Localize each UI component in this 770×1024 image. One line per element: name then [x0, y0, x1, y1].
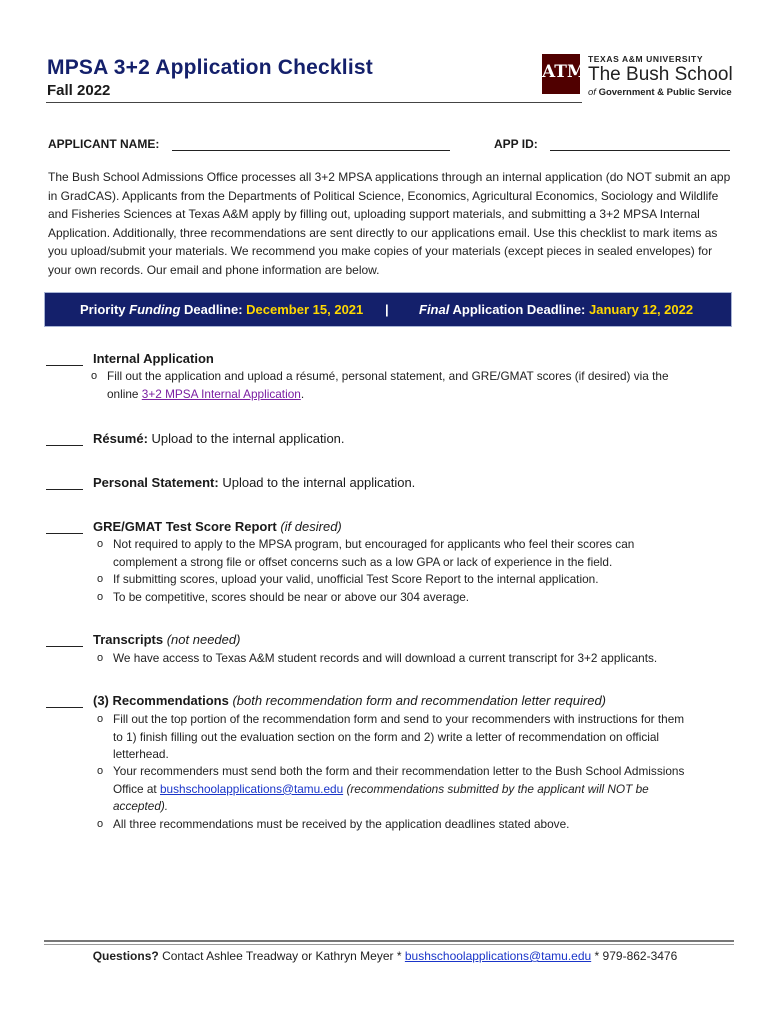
internal-bullet: o Fill out the application and upload a résumé, personal statement, and GRE/GMAT scores (if desired) via the online 3+2 MPSA Internal Application.: [91, 369, 669, 401]
logo-university: TEXAS A&M UNIVERSITY: [588, 54, 704, 64]
list-item: o All three recommendations must be received by the application deadlines stated above.: [97, 817, 570, 831]
final-deadline: Final Application Deadline: January 12, 2022: [419, 302, 694, 317]
check-blank-gre[interactable]: [46, 533, 83, 534]
deadline-separator: |: [385, 302, 389, 317]
footer-email-link[interactable]: bushschoolapplications@tamu.edu: [404, 949, 592, 963]
applicant-name-label: APPLICANT NAME:: [48, 137, 160, 151]
recommendations-email-link[interactable]: bushschoolapplications@tamu.edu: [160, 781, 344, 796]
item-personal-statement: Personal Statement: Upload to the internal application.: [93, 475, 416, 490]
list-item: o Not required to apply to the MPSA program, but encouraged for applicants who feel their scores can complement a strong file or offset concerns such as a low GPA or lack of experience in the field.: [97, 537, 635, 569]
check-blank-transcripts[interactable]: [46, 646, 83, 647]
footer-divider-thin: [44, 944, 734, 945]
bush-school-logo: [540, 54, 733, 100]
list-item: o We have access to Texas A&M student records and will download a current transcript for 3+2 applicants.: [97, 651, 658, 665]
item-gre-gmat: GRE/GMAT Test Score Report (if desired): [93, 519, 342, 534]
title-divider: [46, 102, 582, 103]
deadline-banner: [44, 292, 732, 327]
item-recommendations: (3) Recommendations (both recommendation form and recommendation letter required): [93, 693, 607, 708]
check-blank-statement[interactable]: [46, 489, 83, 490]
page-subtitle: Fall 2022: [47, 82, 111, 99]
priority-deadline: Priority Funding Deadline: December 15, 2021: [80, 302, 364, 317]
logo-school: The Bush School: [588, 64, 733, 85]
intro-paragraph: The Bush School Admissions Office processes all 3+2 MPSA applications through an internal application (do NOT submit an app in GradCAS). Applicants from the Departments of Political Science, Economics, Agricultural Economics, Sociology and Wildlife and Fisheries Sciences at Texas A&M apply by filling out, uploading support materials, and submitting a 3+2 MPSA Internal Application. Additionally, three recommendations are sent directly to our applications email. Use this checklist to mark items as you upload/submit your materials. We recommend you make copies of your materials (except pieces in sealed envelopes) for your own records. Our email and phone information are below.: [48, 170, 731, 277]
item-resume: Résumé: Upload to the internal application.: [93, 431, 345, 446]
app-id-field[interactable]: [550, 150, 730, 151]
footer-phone: 979-862-3476: [602, 949, 678, 963]
item-transcripts: Transcripts (not needed): [93, 632, 241, 647]
footer-divider: [44, 940, 734, 942]
check-blank-recommendations[interactable]: [46, 707, 83, 708]
page-title: MPSA 3+2 Application Checklist: [47, 56, 373, 79]
logo-tagline: of Government & Public Service: [588, 87, 732, 98]
atm-logo-icon: ATM: [542, 54, 580, 94]
check-blank-resume[interactable]: [46, 445, 83, 446]
applicant-name-field[interactable]: [172, 150, 450, 151]
item-internal-application: Internal Application: [93, 351, 214, 366]
list-item: o If submitting scores, upload your valid, unofficial Test Score Report to the internal application.: [97, 572, 599, 586]
app-id-label: APP ID:: [494, 137, 538, 151]
list-item: o To be competitive, scores should be near or above our 304 average.: [97, 590, 470, 604]
internal-application-link[interactable]: 3+2 MPSA Internal Application: [141, 386, 301, 401]
footer-contact: Questions? Contact Ashlee Treadway or Kathryn Meyer * bushschoolapplications@tamu.edu * 979-862-3476: [92, 949, 678, 963]
list-item: o Fill out the top portion of the recommendation form and send to your recommenders with instructions for them to 1) finish filling out the evaluation section on the form and 2) write a letter of recommendation on official letterhead.: [97, 712, 685, 762]
list-item: o Your recommenders must send both the form and their recommendation letter to the Bush School Admissions Office at bushschoolapplications@tamu.edu (recommendations submitted by the applicant will NOT be accepted).: [97, 764, 685, 814]
check-blank-internal[interactable]: [46, 365, 83, 366]
